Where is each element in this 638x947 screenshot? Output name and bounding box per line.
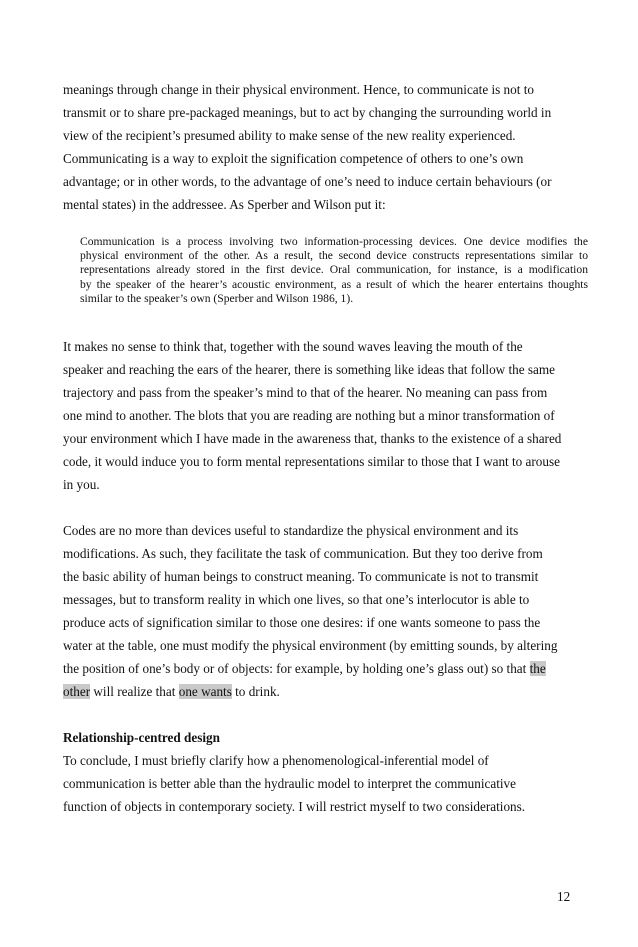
text-line: meanings through change in their physical environment. Hence, to communicate is not to <box>63 82 534 97</box>
text-line: code, it would induce you to form mental representations similar to those that I want to arouse <box>63 454 560 469</box>
text-line: mental states) in the addressee. As Sperber and Wilson put it: <box>63 197 386 212</box>
text-line: one mind to another. The blots that you are reading are nothing but a minor transformation of <box>63 408 555 423</box>
text-line: produce acts of signification similar to those one desires: if one wants someone to pass the <box>63 615 541 630</box>
text-line: the basic ability of human beings to construct meaning. To communicate is not to transmit <box>63 569 539 584</box>
text-line <box>63 660 546 678</box>
highlighted-text: the <box>529 661 546 676</box>
text-line: To conclude, I must briefly clarify how a phenomenological-inferential model of <box>63 753 489 768</box>
text-line: communication is better able than the hydraulic model to interpret the communicative <box>63 776 516 791</box>
quote-line: Communication is a process involving two information-processing devices. One device modifies the <box>80 235 588 248</box>
text-segment: the position of one’s body or of objects: for example, by holding one’s glass out) so that <box>63 661 530 676</box>
text-line: view of the recipient’s presumed ability to make sense of the new reality experienced. <box>63 128 516 143</box>
text-line: transmit or to share pre-packaged meanings, but to act by changing the surrounding world in <box>63 105 552 120</box>
text-line: Codes are no more than devices useful to standardize the physical environment and its <box>63 523 519 538</box>
text-line: modifications. As such, they facilitate the task of communication. But they too derive from <box>63 546 543 561</box>
text-line: in you. <box>63 477 100 492</box>
quote-line: by the speaker of the hearer’s acoustic environment, as a result of which the hearer entertains thoughts <box>80 277 588 291</box>
text-line: function of objects in contemporary society. I will restrict myself to two considerations. <box>63 799 526 814</box>
text-line: speaker and reaching the ears of the hearer, there is something like ideas that follow the same <box>63 362 555 377</box>
highlighted-text: other <box>63 684 91 699</box>
text-line <box>63 683 280 701</box>
page-number: 12 <box>557 889 571 904</box>
text-segment: will realize that <box>90 684 179 699</box>
highlighted-text: one wants <box>178 684 232 699</box>
text-line: messages, but to transform reality in which one lives, so that one’s interlocutor is able to <box>63 592 530 607</box>
quote-line: similar to the speaker’s own (Sperber and Wilson 1986, 1). <box>80 291 354 305</box>
quote-line: representations already stored in the first device. Oral communication, for instance, is a modification <box>80 263 588 277</box>
text-line: your environment which I have made in the awareness that, thanks to the existence of a shared <box>63 431 562 446</box>
section-heading: Relationship-centred design <box>63 730 220 745</box>
block-quote <box>80 235 588 306</box>
text-line: advantage; or in other words, to the advantage of one’s need to induce certain behaviours (or <box>63 174 552 189</box>
text-line: water at the table, one must modify the physical environment (by emitting sounds, by altering <box>63 638 558 653</box>
quote-line: physical environment of the other. As a result, the second device constructs representations similar to <box>80 249 588 263</box>
text-segment: to drink. <box>231 684 280 699</box>
text-line: trajectory and pass from the speaker’s mind to that of the hearer. No meaning can pass from <box>63 385 548 400</box>
text-line: It makes no sense to think that, together with the sound waves leaving the mouth of the <box>63 339 523 354</box>
text-line: Communicating is a way to exploit the signification competence of others to one’s own <box>63 151 524 166</box>
